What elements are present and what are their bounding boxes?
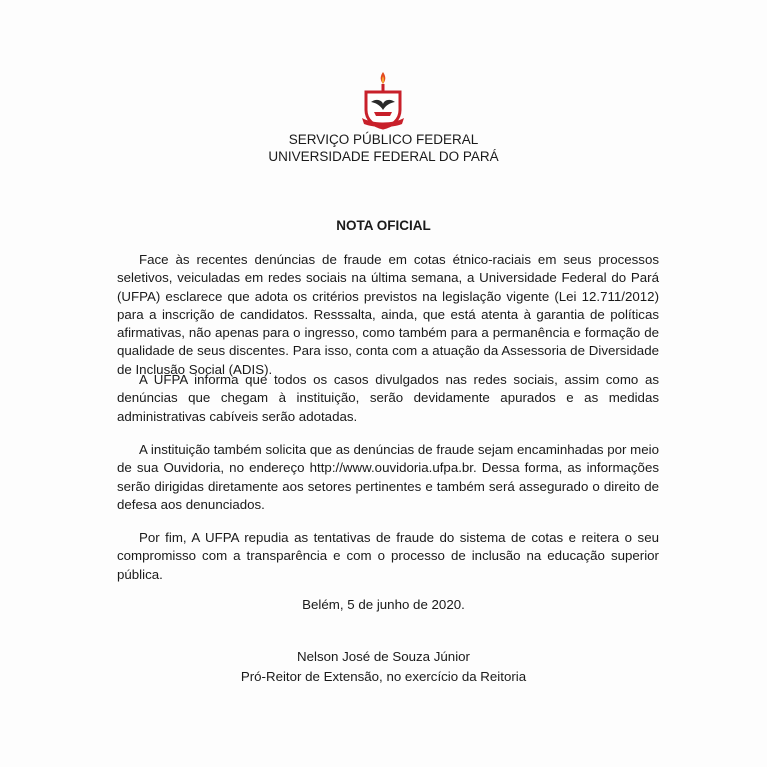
paragraph: Por fim, A UFPA repudia as tentativas de fraude do sistema de cotas e reitera o seu compromisso com a transparência e com o processo de inclusão na educação superior pública. (117, 530, 659, 582)
paragraph: Face às recentes denúncias de fraude em cotas étnico-raciais em seus processos seletivos, veiculadas em redes sociais na última semana, a Universidade Federal do Pará (UFPA) esclarece que adota os critérios previstos na legislação vigente (Lei 12.711/2012) para a inscrição de candidatos. Resssalta, ainda, que está atenta à garantia de políticas afirmativas, não apenas para o ingresso, como também para a permanência e formação de qualidade de seus discentes. Para isso, conta com a atuação da Assessoria de Diversidade de Inclusão Social (ADIS). (117, 252, 659, 377)
paragraph: A UFPA informa que todos os casos divulgados nas redes sociais, assim como as denúncias que chegam à instituição, serão devidamente apurados e as medidas administrativas cabíveis serão adotadas. (117, 372, 659, 424)
letterhead-line-university: UNIVERSIDADE FEDERAL DO PARÁ (268, 149, 499, 164)
date-line: Belém, 5 de junho de 2020. (302, 597, 465, 612)
signer-name: Nelson José de Souza Júnior (297, 649, 470, 664)
ufpa-seal-icon (352, 70, 414, 132)
paragraph: A instituição também solicita que as denúncias de fraude sejam encaminhadas por meio de sua Ouvidoria, no endereço http://www.ouvidoria.ufpa.br. Dessa forma, as informações serão dirigidas diretamente aos setores pertinentes e também será assegurado o direito de defesa aos denunciados. (117, 442, 659, 512)
signer-role: Pró-Reitor de Extensão, no exercício da Reitoria (240, 669, 527, 684)
document-title: NOTA OFICIAL (336, 218, 431, 233)
letterhead-line-service: SERVIÇO PÚBLICO FEDERAL (288, 132, 479, 147)
